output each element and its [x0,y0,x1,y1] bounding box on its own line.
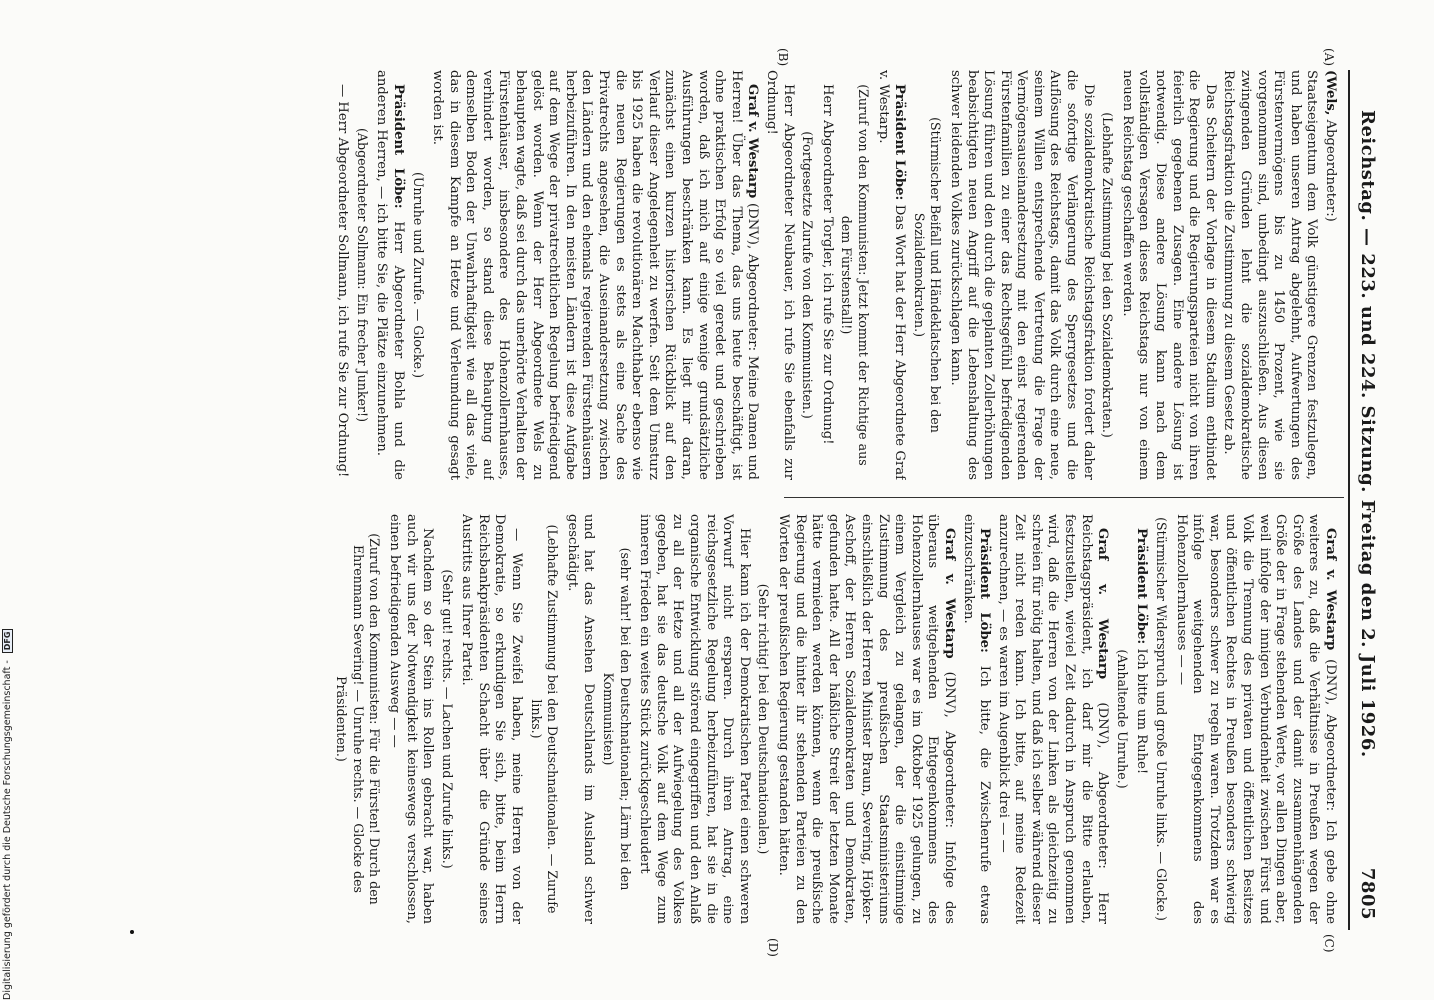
stage-direction: (sehr wahr! bei den Deutschnationalen; Lärm bei den Kommunisten) [601,547,633,891]
paragraph: Herr Abgeordneter Torgler, ich rufe Sie zur Ordnung! [819,84,835,445]
page-number: 7805 [1357,867,1378,920]
speaker-name: Präsident Löbe: [977,528,993,653]
paragraph: Die sozialdemokratische Reichstagsfraktion fordert daher die sofortige Verlängerung des Sperrgesetzes und die Auflösung des Reichstags, damit das Volk durch eine neue, seinem Willen entsprechende Vertretung die Frage der Vermögensauseinandersetzung mit den einst regierenden Fürstenfamilien zu einer das Rechtsgefühl befriedigenden Lösung führen und den durch die geplanten Zollerhöhungen beabsichtigten neuen Angriff auf die Lebenshaltung des schwer leidenden Volkes zurückschlagen kann. [947,70,1096,480]
digitization-footer [2,0,16,1000]
paragraph: Staatseigentum dem Volk günstigere Grenzen festzulegen, und haben unseren Antrag abgelehnt, Aufwertungen des Fürstenvermögens bis zu 1450 Prozent, wie sie vorgenommen sind, unbedingt auszuschließen. Aus diesen zwingenden Gründen lehnt die sozialdemokratische Reichstagsfraktion die Zustimmung zu diesem Gesetz ab. [1221,70,1320,480]
speaker-name: Graf v. Westarp [1095,528,1111,680]
speech-text: (DNV), Abgeordneter: Infolge des überaus weitgehenden Entgegenkommens des Hohenzollernhauses war es im Oktober 1925 gelungen, zu einem Vergleich zu gelangen, der die einstimmige Zustimmung des preußischen Staatsministeriums einschließlich der Herren Minister Braun, Severing, Höpker-Aschoff, der Herren Sozialdemokraten und Demokraten, gefunden hatte. All der häßliche Streit der letzten Monate hätte vermieden werden können, wenn die preußische Regierung und die hinter ihr stehenden Parteien zu den Worten der preußischen Regierung gestanden hätten. [776,514,957,924]
speaker-name: Graf v. Westarp [941,528,957,659]
paragraph: Nachdem so der Stein ins Rollen gebracht war, haben auch wir uns der Notwendigkeit keineswegs verschlossen, einen befriedigenden Ausweg — — [386,514,436,924]
speaker-name: (Wels, [1323,70,1338,116]
paragraph: — Wenn Sie Zweifel haben, meine Herren von der Demokratie, so erkundigen Sie sich, bitte, beim Herrn Reichsbankpräsidenten Schacht über die Gründe seines Austritts aus Ihrer Partei. [459,514,525,924]
speaker-name: Präsident Löbe: [1134,528,1150,645]
stage-direction: (Lebhafte Zustimmung bei den Sozialdemokraten.) [1100,112,1116,438]
dfg-logo: DFG [2,629,13,654]
margin-marker-a: (A) [1322,48,1336,67]
footer-text: Digitalisierung gefördert durch die Deutsche Forschungsgemeinschaft - [2,660,13,1000]
speech-text: Herr Abgeordneter Bohla und die anderen Herren, — ich bitte Sie, die Plätze einzunehmen. [374,70,406,480]
stage-direction: (Fortgesetzte Zurufe von den Kommunisten.) [800,131,816,419]
margin-marker-b: (B) [776,48,790,67]
stage-direction: (Zuruf von den Kommunisten: Für die Fürsten! Durch den Ehrenmann Severing! — Unruhe rechts. — Glocke des Präsidenten.) [334,533,383,905]
speech-text: Ich bitte um Ruhe! [1134,648,1150,775]
speech-text: Ich bitte, die Zwischenrufe etwas einzuschränken. [960,514,993,924]
paragraph [1321,70,1338,480]
stage-direction: (Sehr richtig! bei den Deutschnationalen.) [756,583,772,855]
speaker-name: Graf v. Westarp [745,84,761,199]
page-header [1350,70,1380,930]
paragraph: — Herr Abgeordneter Sollmann, ich rufe Sie zur Ordnung! [335,84,351,478]
text-column-left [138,70,1338,480]
speech-text: (DNV), Abgeordneter: Ich gebe ohne weiteres zu, daß die Verhältnisse in Preußen wegen der Größe des Landes und der damit zusammenhängenden Größe der in Frage stehenden Werte, vor allen Dingen aber, weil infolge der innigen Verbundenheit zwischen Fürst und Volk die Trennung des privaten und öffentlichen Besitzes und öffentlichen Rechtes in Preußen besonders schwierig war, besonders schwer zu regeln waren. Trotzdem war es infolge weitgehenden Entgegenkommens des Hohenzollernhauses — — [1173,514,1338,924]
stage-direction: (Abgeordneter Sollmann: Ein frecher Junker!) [354,128,370,422]
text-column-right [138,514,1338,924]
paragraph: Das Scheitern der Vorlage in diesem Stadium entbindet die Regierung und die Regierungsparteien nicht von ihren feierlich gegebenen Zusagen. Eine andere Lösung ist notwendig. Diese andere Lösung kann nach dem vollständigen Versagen dieses Reichstags nur von einem neuen Reichstag geschaffen werden. [1119,70,1218,480]
running-title: Reichstag. — 223. und 224. Sitzung. Freitag den 2. Juli 1926. [1357,110,1378,758]
rotated-page-content [120,48,1380,957]
margin-marker-c: (C) [1322,934,1336,953]
speaker-name: Präsident Löbe: [390,84,406,209]
paragraph: Hier kann ich der Demokratischen Partei einen schweren Vorwurf nicht ersparen. Durch ihren Antrag, eine reichsgesetzliche Regelung herbeizuführen, hat sie in die organische Entwicklung störend eingegriffen und den Anlaß zu all der Hetze und all der Aufwiegelung des Volkes gegeben, hat sie das deutsche Volk auf dem Wege zum inneren Frieden ein weites Stück zurückgeschleudert [637,514,752,924]
paragraph: Herr Abgeordneter Neubauer, ich rufe Sie ebenfalls zur Ordnung! [764,70,796,480]
header-rule [1348,70,1350,930]
speaker-role: Abgeordneter:) [1323,119,1338,222]
speaker-name: Graf v. Westarp [1323,528,1338,651]
speech-text: (DNV), Abgeordneter: Meine Damen und Herren! Über das Thema, das uns heute beschäftigt, ist ohne praktischen Erfolg so viel geredet und geschrieben worden, daß ich mich auf einige wenige grundsätzliche Ausführungen beschränken kann. Es liegt mir daran, zunächst einen kurzen historischen Rückblick auf den Verlauf dieser Angelegenheit zu werfen. Seit dem Umsturz bis 1925 haben die revolutionären Machthaber ebenso wie die neuen Regierungen es stets als eine Sache des Privatrechts angesehen, die Auseinandersetzung zwischen den Ländern und den ehemals regierenden Fürstenhäusern herbeizuführen. In den meisten Ländern ist diese Aufgabe auf dem Wege der privatrechtlichen Regelung befriedigend gelöst worden. Wenn der Herr Abgeordnete Wels zu behaupten wagte, daß sei durch das unerhörte Verhalten der Fürstenhäuser, insbesondere des Hohenzollernhauses, verhindert worden, so stand diese Behauptung auf demselben Boden der Unwahrhaftigkeit wie all das viele, das in diesem Kampfe an Hetze und Verleumdung gesagt worden ist. [430,70,761,480]
stage-direction: (Zuruf von den Kommunisten: Jetzt kommt der Richtige aus dem Fürstenstall!) [839,84,871,466]
stage-direction: (Unruhe und Zurufe. — Glocke.) [410,171,426,379]
margin-marker-d: (D) [766,938,780,957]
speaker-name: Präsident Löbe: [892,84,908,201]
paragraph: und hat das Ansehen Deutschlands im Ausland schwer geschädigt. [564,514,597,924]
ink-dot [130,930,134,934]
column-separator [784,497,1344,498]
stage-direction: (Anhaltende Unruhe.) [1114,649,1130,789]
stage-direction: (Stürmischer Beifall und Händeklatschen bei den Sozialdemokraten.) [911,117,944,433]
speech-text: (DNV), Abgeordneter: Herr Reichstagspräsident, ich darf mir die Bitte erlauben, festzustellen, wieviel Zeit dadurch in Anspruch genommen wird, daß die Herren von der Linken als gleichzeitig zu schreien für nötig halten, und daß ich selber während dieser Zeit nicht reden kann. Ich bitte, auf meine Redezeit anzurechnen, — es waren im Augenblick drei — — [995,514,1111,924]
stage-direction: (Sehr gut! rechts. — Lachen und Zurufe links.) [439,569,455,869]
stage-direction: (Lebhafte Zustimmung bei den Deutschnationalen. — Zurufe links.) [528,524,561,914]
stage-direction: (Stürmischer Widerspruch und große Unruhe links. — Glocke.) [1154,517,1170,921]
speech-text: Das Wort hat der Herr Abgeordnete Graf v. Westarp. [875,70,908,480]
